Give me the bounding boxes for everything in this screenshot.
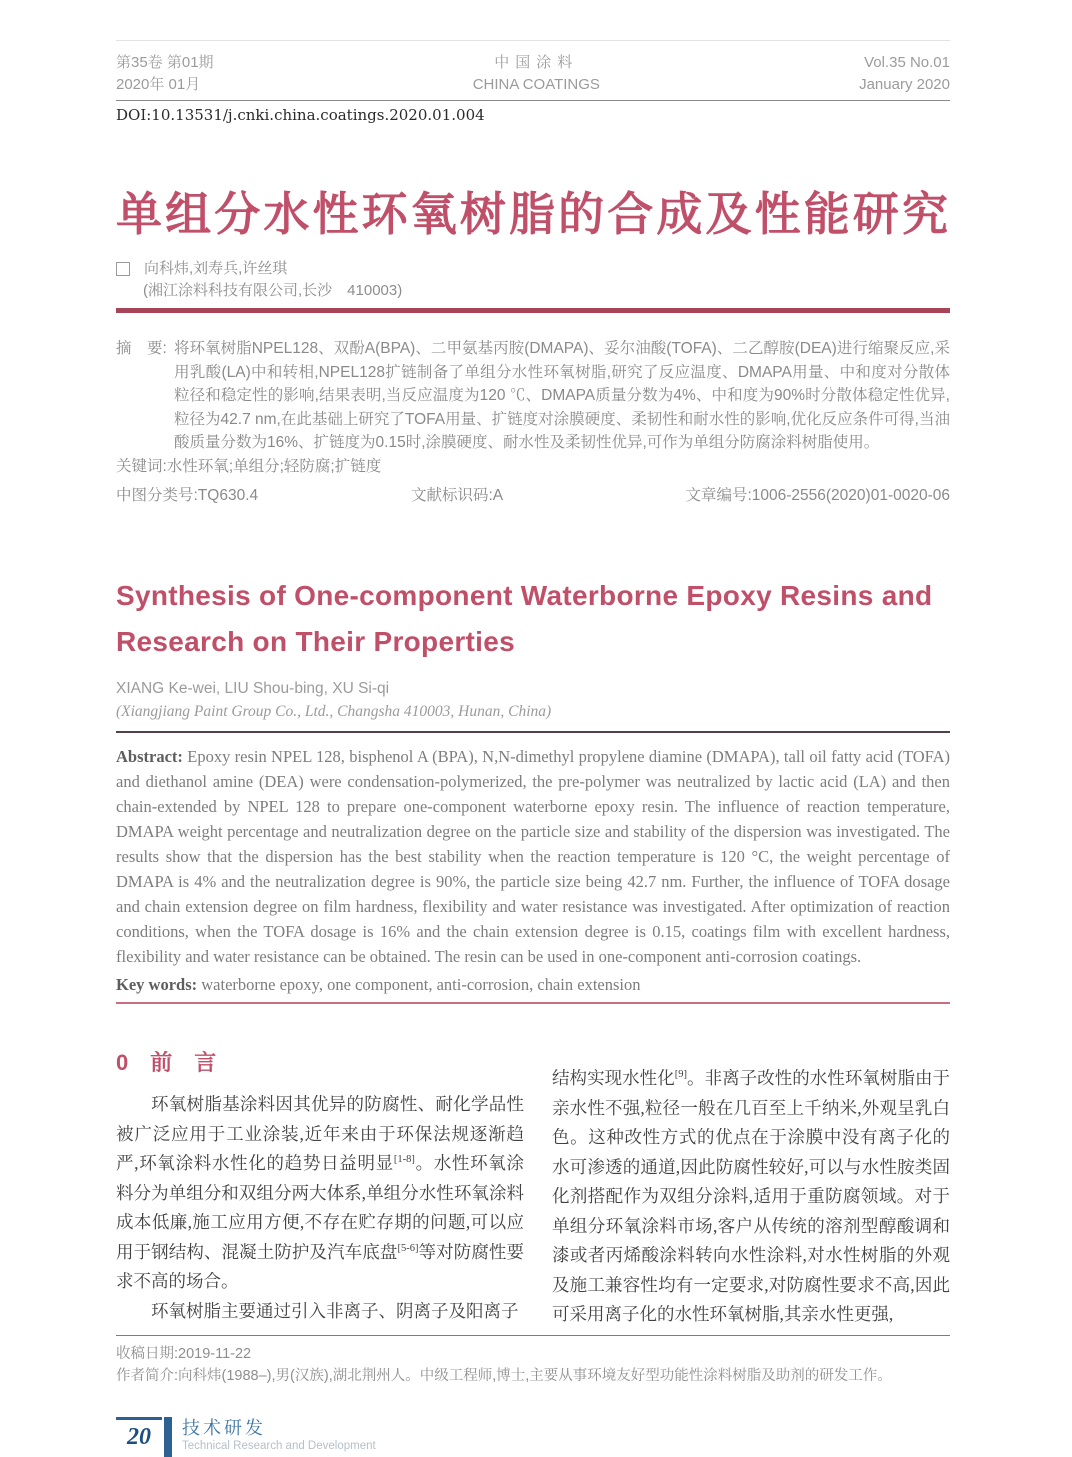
authors-en: XIANG Ke-wei, LIU Shou-bing, XU Si-qi	[116, 680, 390, 697]
header-divider	[116, 100, 950, 101]
english-title-divider	[116, 731, 950, 733]
abstract-cn-text: 将环氧树脂NPEL128、双酚A(BPA)、二甲氨基丙胺(DMAPA)、妥尔油酸(TOFA)、二乙醇胺(DEA)进行缩聚反应,采用乳酸(LA)中和转相,NPEL128扩链制备了单组分水性环氧树脂,研究了反应温度、DMAPA用量、中和度对分散体粒径和稳定性的影响,结果表明,当反应温度为120 ℃、DMAPA质量分数为4%、中和度为90%时分散体稳定性优异,粒径为42.7 nm,在此基础上研究了TOFA用量、扩链度对涂膜硬度、柔韧性和耐水性的影响,优化反应条件可得,当油酸质量分数为16%、扩链度为0.15时,涂膜硬度、耐水性及柔韧性优异,可作为单组分防腐涂料树脂使用。	[174, 340, 950, 451]
page-footer-badge	[116, 1417, 950, 1457]
title-divider	[116, 308, 950, 313]
abstract-cn-label: 摘 要:	[116, 340, 167, 357]
keywords-cn-text: 水性环氧;单组分;轻防腐;扩链度	[166, 457, 382, 475]
section-name-cn: 技术研发	[182, 1417, 266, 1438]
header-issue-en	[859, 52, 950, 96]
abstract-en-text: Epoxy resin NPEL 128, bisphenol A (BPA), N,N-dimethyl propylene diamine (DMAPA), tall oil fatty acid (TOFA) and diethanol amine (DEA) were condensation-polymerized, the pre-polymer was neutralized by lactic acid (LA) and then chain-extended by NPEL 128 to prepare one-component waterborne epoxy resin. The influence of reaction temperature, DMAPA weight percentage and neutralization degree on the particle size and stability of the dispersion was investigated. The results show that the dispersion has the best stability when the reaction temperature is 120 °C, the weight percentage of DMAPA is 4% and the neutralization degree is 90%, the particle size being 42.7 nm. Further, the influence of TOFA dosage and chain extension degree on film hardness, flexibility and water resistance was investigated. After optimization of reaction conditions, when the TOFA dosage is 16% and the chain extension degree is 0.15, coatings film with excellent hardness, flexibility and water resistance can be obtained. The resin can be used in one-component anti-corrosion coatings.	[116, 747, 951, 966]
keywords-en-label: Key words:	[116, 975, 198, 994]
header-issue-cn	[116, 52, 214, 96]
article-meta-row	[116, 485, 950, 507]
top-divider	[116, 40, 950, 41]
body-paragraph: 环氧树脂主要通过引入非离子、阴离子及阳离子	[151, 1300, 519, 1321]
keywords-en-text: waterborne epoxy, one component, anti-corrosion, chain extension	[201, 975, 641, 994]
authors-row-cn	[116, 258, 950, 280]
keywords-en	[116, 972, 950, 997]
abstract-en	[116, 744, 950, 969]
body-column-right	[552, 1048, 950, 1330]
badge-labels	[182, 1417, 376, 1454]
abstract-divider	[116, 1002, 950, 1004]
authors-cn: 向科炜,刘寿兵,许丝琪	[144, 260, 288, 277]
doi-text: DOI:10.13531/j.cnki.china.coatings.2020.01.004	[116, 106, 485, 124]
article-title-en: Synthesis of One-component Waterborne Epoxy Resins and Research on Their Properties	[116, 580, 933, 657]
badge-vertical-bar	[164, 1417, 172, 1457]
author-bio: 作者简介:向科炜(1988–),男(汉族),湖北荆州人。中级工程师,博士,主要从事环境友好型功能性涂料树脂及助剂的研发工作。	[116, 1367, 892, 1384]
date-cn: 2020年 01月	[116, 76, 201, 93]
page-number-box	[116, 1417, 162, 1452]
keywords-cn-label: 关键词:	[116, 457, 167, 475]
body-column-left	[116, 1048, 524, 1330]
received-date: 收稿日期:2019-11-22	[116, 1345, 252, 1362]
article-id: 文章编号:1006-2556(2020)01-0020-06	[685, 487, 950, 504]
page-number: 20	[127, 1423, 151, 1450]
journal-header	[116, 52, 950, 96]
date-en: January 2020	[859, 76, 950, 93]
section-heading: 0 前 言	[116, 1050, 217, 1075]
abstract-cn	[116, 337, 950, 455]
body-paragraph: 环氧树脂基涂料因其优异的防腐性、耐化学品性被广泛应用于工业涂装,近年来由于环保法规逐渐趋严,环氧涂料水性化的趋势日益明显[1-8]。水性环氧涂料分为单组分和双组分两大体系,单组分水性环氧涂料成本低廉,施工应用方便,不存在贮存期的问题,可以应用于钢结构、混凝土防护及汽车底盘[5-6]等对防腐性要求不高的场合。	[116, 1094, 524, 1291]
volume-issue-cn: 第35卷 第01期	[116, 54, 214, 71]
journal-name-cn: 中国涂料	[494, 54, 579, 71]
footnote-block	[116, 1343, 950, 1387]
affiliation-cn: (湘江涂料科技有限公司,长沙 410003)	[143, 282, 403, 299]
document-code: 文献标识码:A	[411, 487, 504, 504]
body-columns	[116, 1048, 950, 1330]
journal-name-en: CHINA COATINGS	[472, 76, 600, 93]
affiliation-en: (Xiangjiang Paint Group Co., Ltd., Changsha 410003, Hunan, China)	[116, 703, 552, 720]
keywords-cn	[116, 455, 950, 479]
article-title-cn: 单组分水性环氧树脂的合成及性能研究	[116, 188, 950, 240]
author-marker-icon	[116, 262, 130, 276]
abstract-en-label: Abstract:	[116, 747, 183, 766]
header-journal-name	[473, 52, 600, 96]
volume-issue-en: Vol.35 No.01	[864, 54, 950, 71]
section-name-en: Technical Research and Development	[182, 1439, 376, 1452]
footnote-divider	[116, 1335, 950, 1336]
body-paragraph: 结构实现水性化[9]。非离子改性的水性环氧树脂由于亲水性不强,粒径一般在几百至上千纳米,外观呈乳白色。这种改性方式的优点在于涂膜中没有离子化的水可渗透的通道,因此防腐性较好,可以与水性胺类固化剂搭配作为双组分涂料,适用于重防腐领域。对于单组分环氧涂料市场,客户从传统的溶剂型醇酸调和漆或者丙烯酸涂料转向水性涂料,对水性树脂的外观及施工兼容性均有一定要求,对防腐性要求不高,因此可采用离子化的水性环氧树脂,其亲水性更强,	[552, 1068, 951, 1324]
clc-number: 中图分类号:TQ630.4	[116, 487, 259, 504]
